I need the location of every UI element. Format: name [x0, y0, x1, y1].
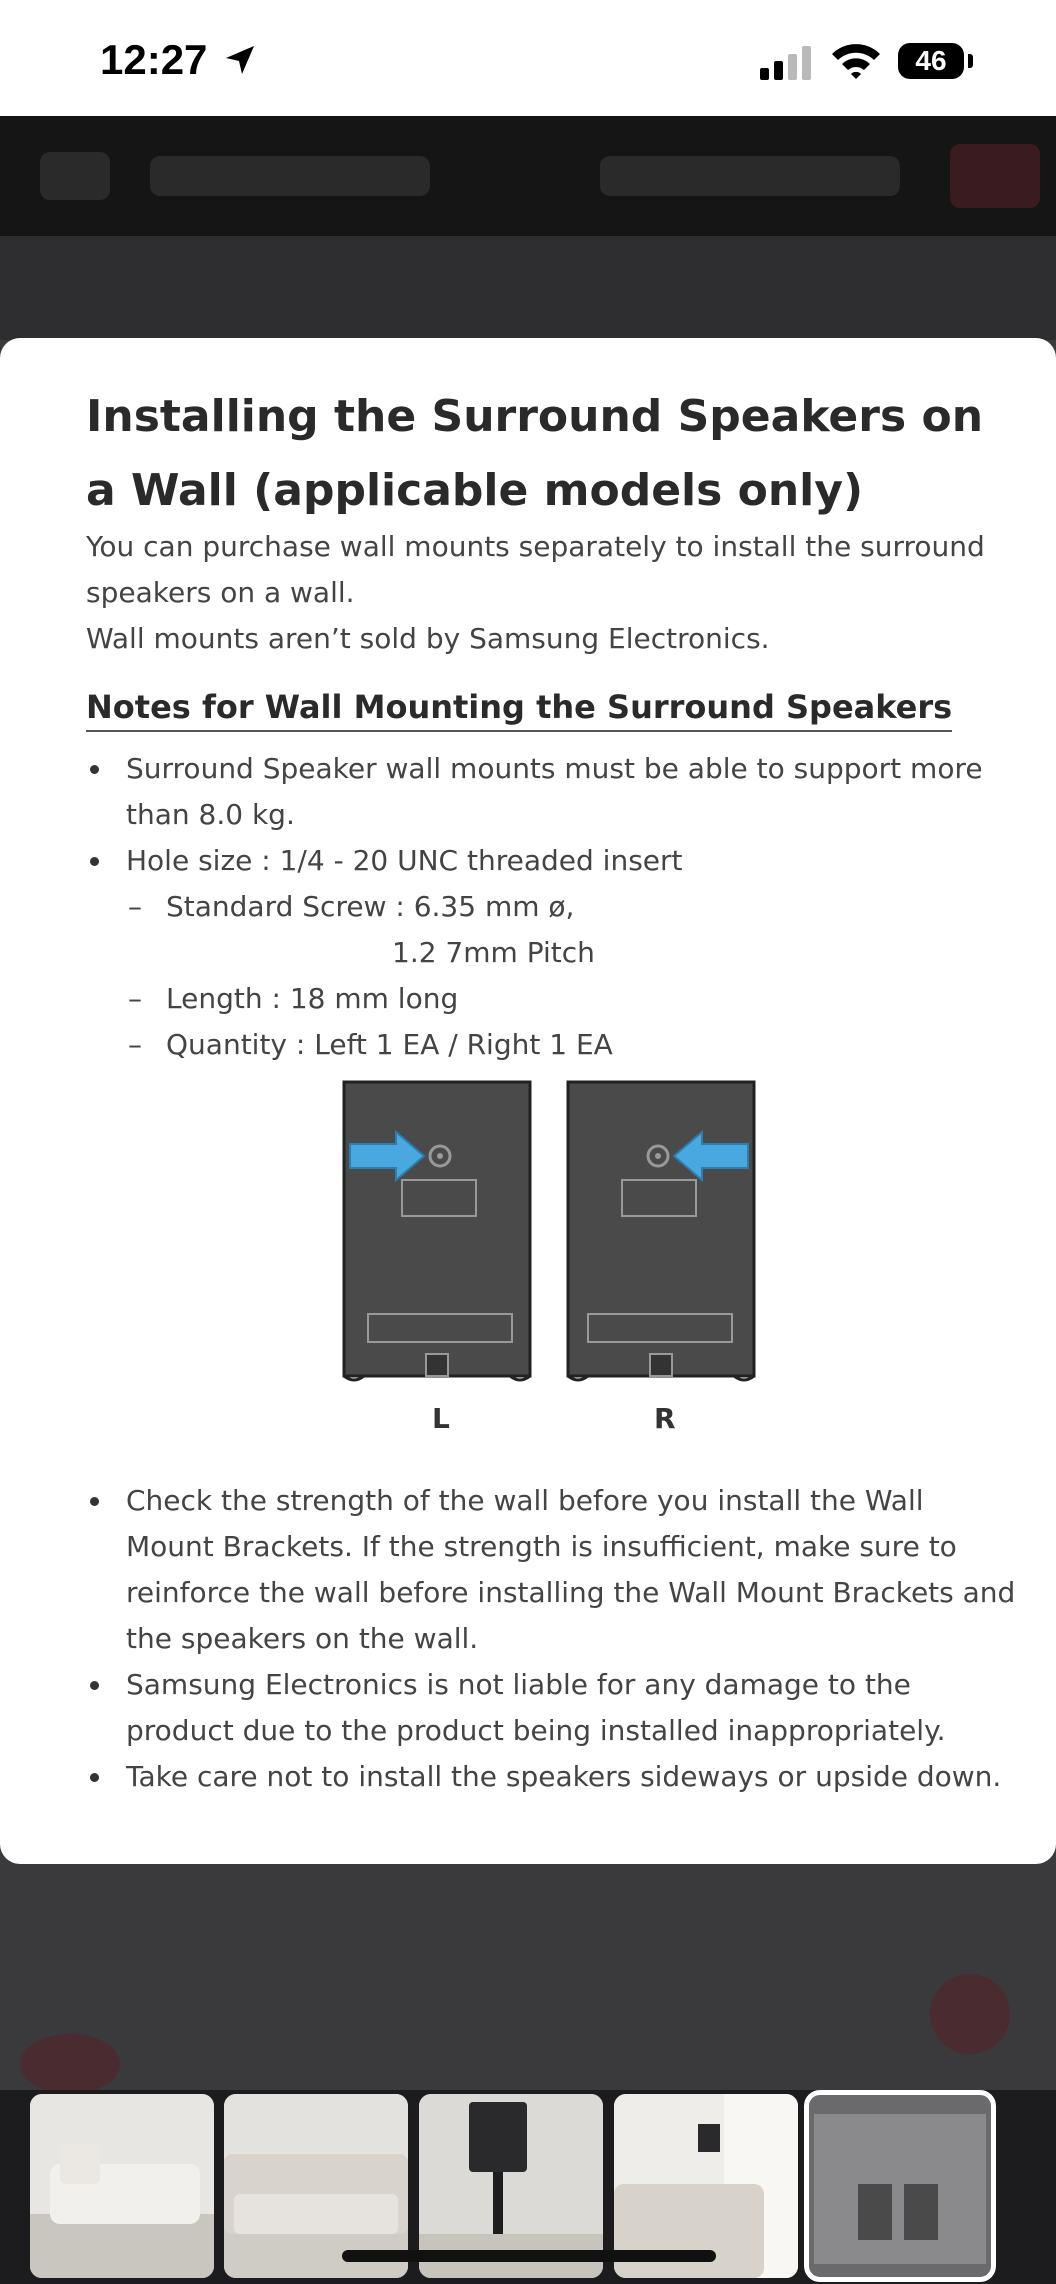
- hole-size-text: Hole size : 1/4 - 20 UNC threaded insert: [126, 844, 683, 877]
- document-title: Installing the Surround Speakers on a Wall (applicable models only): [86, 391, 984, 516]
- background-page-header: [0, 116, 1056, 236]
- speaker-rear-diagram: [330, 1078, 770, 1388]
- thumbnail-sofa-corner[interactable]: [30, 2094, 214, 2278]
- list-item: [126, 884, 1016, 976]
- hole-specs-list: [126, 884, 1016, 1068]
- background-page-subbar: [0, 236, 1056, 340]
- pitch-text: 1.2 7mm Pitch: [392, 936, 595, 969]
- home-indicator[interactable]: [342, 2250, 716, 2262]
- notes-list: [86, 746, 1016, 1068]
- right-speaker-label: R: [654, 1402, 676, 1435]
- screw-text: Standard Screw : 6.35 mm ø,: [166, 890, 575, 923]
- list-item: Take care not to install the speakers sideways or upside down.: [86, 1754, 1016, 1800]
- intro-line: You can purchase wall mounts separately to install the surround speakers on a wall.: [86, 530, 985, 609]
- notes-heading: Notes for Wall Mounting the Surround Speakers: [86, 688, 952, 732]
- document-photo-icon: [808, 2094, 992, 2278]
- left-speaker-label: L: [432, 1402, 450, 1435]
- list-item: Check the strength of the wall before you install the Wall Mount Brackets. If the strength is insufficient, make sure to reinforce the wall before installing the Wall Mount Brackets and the speakers on the wall.: [86, 1478, 1016, 1662]
- status-time: 12:27: [100, 36, 208, 83]
- list-item: Samsung Electronics is not liable for any damage to the product due to the product being installed inappropriately.: [86, 1662, 1016, 1754]
- battery-indicator: 46: [898, 43, 964, 79]
- list-item: – Length : 18 mm long: [126, 976, 1016, 1022]
- battery-tip: [968, 54, 973, 68]
- thumbnail-manual-page[interactable]: [808, 2094, 992, 2278]
- intro-line: Wall mounts aren’t sold by Samsung Electronics.: [86, 622, 770, 655]
- intro-text: [86, 524, 986, 662]
- manual-page-image[interactable]: [0, 338, 1056, 1864]
- right-speaker-illustration: [568, 1082, 754, 1380]
- warnings-list: [86, 1478, 1016, 1800]
- location-arrow-icon: [222, 42, 258, 78]
- wifi-icon: [830, 40, 882, 80]
- list-item: – Quantity : Left 1 EA / Right 1 EA: [126, 1022, 1016, 1068]
- sofa-photo-icon: [30, 2094, 214, 2278]
- left-speaker-illustration: [344, 1082, 530, 1380]
- cellular-signal-icon: [760, 46, 816, 80]
- list-item: Surround Speaker wall mounts must be able to support more than 8.0 kg.: [86, 746, 1016, 838]
- list-item: [86, 838, 1016, 1068]
- status-bar: [0, 0, 1056, 116]
- background-page-content: [0, 1864, 1056, 2090]
